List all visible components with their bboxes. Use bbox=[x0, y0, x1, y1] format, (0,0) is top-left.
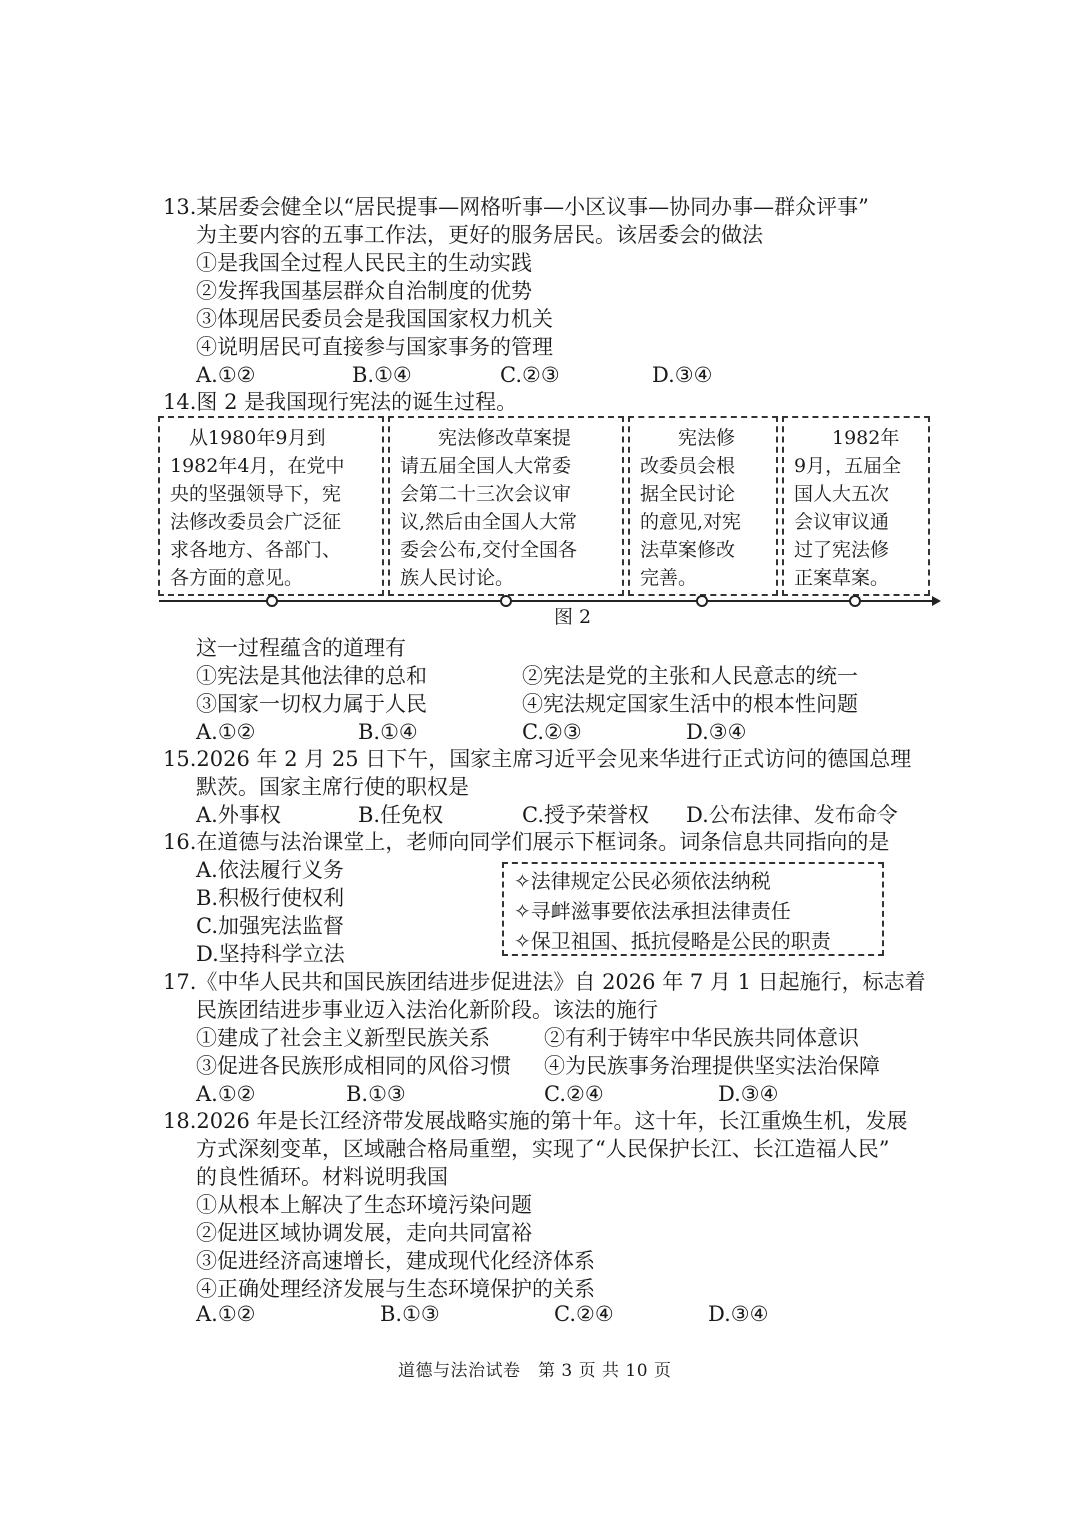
q18-stem-line-3: 的良性循环。材料说明我国 bbox=[196, 1165, 448, 1189]
timeline-box-3 bbox=[628, 416, 778, 596]
q18-stem-line-1: 18.2026 年是长江经济带发展战略实施的第十年。这十年，长江重焕生机，发展 bbox=[163, 1109, 908, 1133]
entry-2: ✧寻衅滋事要依法承担法律责任 bbox=[514, 899, 791, 923]
box-1-line: 从1980年9月到 bbox=[170, 427, 326, 449]
q16-stem: 16.在道德与法治课堂上，老师向同学们展示下框词条。词条信息共同指向的是 bbox=[163, 830, 890, 854]
q13-option-d: D.③④ bbox=[652, 363, 713, 387]
box-2-line: 委会公布,交付全国各 bbox=[400, 539, 578, 561]
q17-stem-line-1: 17.《中华人民共和国民族团结进步促进法》自 2026 年 7 月 1 日起施行，标志着 bbox=[163, 970, 926, 994]
figure-caption: 图 2 bbox=[554, 606, 592, 628]
q18-option-a: A.①② bbox=[196, 1302, 256, 1326]
q14-statement-1: ①宪法是其他法律的总和 bbox=[196, 664, 427, 688]
q15-option-c: C.授予荣誉权 bbox=[522, 803, 649, 827]
box-4-line: 正案草案。 bbox=[794, 567, 890, 589]
box-3-line: 法草案修改 bbox=[640, 539, 736, 561]
q16-option-b: B.积极行使权利 bbox=[196, 886, 345, 910]
box-2-line: 议,然后由全国人大常 bbox=[400, 511, 578, 533]
q17-statement-1: ①建成了社会主义新型民族关系 bbox=[196, 1026, 490, 1050]
box-2-line: 宪法修改草案提 bbox=[400, 427, 572, 449]
box-2-line: 会第二十三次会议审 bbox=[400, 483, 572, 505]
q13-statement-1: ①是我国全过程人民民主的生动实践 bbox=[196, 251, 532, 275]
timeline-arrow bbox=[157, 590, 942, 612]
q18-option-d: D.③④ bbox=[708, 1302, 769, 1326]
q14-option-d: D.③④ bbox=[686, 720, 747, 744]
timeline-arrowhead bbox=[932, 596, 941, 606]
q18-option-c: C.②④ bbox=[554, 1302, 614, 1326]
box-3-line: 宪法修 bbox=[640, 427, 736, 449]
q15-option-d: D.公布法律、发布命令 bbox=[686, 803, 898, 827]
box-4-line: 国人大五次 bbox=[794, 483, 890, 505]
q15-option-b: B.任免权 bbox=[358, 803, 444, 827]
box-1-line: 求各地方、各部门、 bbox=[170, 539, 342, 561]
box-1-line: 央的坚强领导下，宪 bbox=[170, 483, 342, 505]
q17-statement-4: ④为民族事务治理提供坚实法治保障 bbox=[544, 1054, 880, 1078]
q13-statement-3: ③体现居民委员会是我国国家权力机关 bbox=[196, 307, 553, 331]
q13-statement-2: ②发挥我国基层群众自治制度的优势 bbox=[196, 279, 532, 303]
box-4-line: 会议审议通 bbox=[794, 511, 890, 533]
timeline-node-1 bbox=[267, 596, 277, 606]
q18-statement-1: ①从根本上解决了生态环境污染问题 bbox=[196, 1193, 532, 1217]
timeline-box-4 bbox=[782, 416, 930, 596]
q14-statement-4: ④宪法规定国家生活中的根本性问题 bbox=[522, 692, 858, 716]
q14-option-a: A.①② bbox=[196, 720, 256, 744]
q18-stem-line-2: 方式深刻变革，区域融合格局重塑，实现了“人民保护长江、长江造福人民” bbox=[196, 1137, 890, 1161]
box-2-line: 族人民讨论。 bbox=[400, 567, 515, 589]
q16-option-d: D.坚持科学立法 bbox=[196, 942, 345, 966]
q16-option-c: C.加强宪法监督 bbox=[196, 914, 344, 938]
box-4-line: 过了宪法修 bbox=[794, 539, 890, 561]
q13-stem-line-2: 为主要内容的五事工作法，更好的服务居民。该居委会的做法 bbox=[196, 223, 763, 247]
q14-lead: 这一过程蕴含的道理有 bbox=[196, 636, 406, 660]
q14-stem: 14.图 2 是我国现行宪法的诞生过程。 bbox=[163, 390, 518, 414]
q15-option-a: A.外事权 bbox=[196, 803, 281, 827]
q13-option-c: C.②③ bbox=[500, 363, 560, 387]
q18-option-b: B.①③ bbox=[380, 1302, 440, 1326]
q15-stem-line-1: 15.2026 年 2 月 25 日下午，国家主席习近平会见来华进行正式访问的德国总理 bbox=[163, 747, 912, 771]
q15-stem-line-2: 默茨。国家主席行使的职权是 bbox=[196, 775, 469, 799]
q17-option-a: A.①② bbox=[196, 1082, 256, 1106]
timeline-node-4 bbox=[850, 596, 860, 606]
timeline-node-3 bbox=[697, 596, 707, 606]
q13-statement-4: ④说明居民可直接参与国家事务的管理 bbox=[196, 335, 553, 359]
page-footer: 道德与法治试卷 第 3 页 共 10 页 bbox=[398, 1361, 672, 1381]
q13-stem-line-1: 13.某居委会健全以“居民提事—网格听事—小区议事—协同办事—群众评事” bbox=[163, 195, 869, 219]
timeline-box-1 bbox=[158, 416, 384, 596]
entry-1: ✧法律规定公民必须依法纳税 bbox=[514, 869, 771, 893]
q13-option-a: A.①② bbox=[196, 363, 256, 387]
box-1-line: 1982年4月，在党中 bbox=[170, 455, 345, 477]
box-3-line: 完善。 bbox=[640, 567, 698, 589]
q18-statement-2: ②促进区域协调发展，走向共同富裕 bbox=[196, 1221, 532, 1245]
box-2-line: 请五届全国人大常委 bbox=[400, 455, 572, 477]
q14-option-c: C.②③ bbox=[522, 720, 582, 744]
q17-statement-2: ②有利于铸牢中华民族共同体意识 bbox=[544, 1026, 859, 1050]
box-3-line: 改委员会根 bbox=[640, 455, 736, 477]
entries-box bbox=[502, 862, 884, 956]
entry-3: ✧保卫祖国、抵抗侵略是公民的职责 bbox=[514, 929, 831, 953]
box-1-line: 各方面的意见。 bbox=[170, 567, 304, 589]
box-4-line: 1982年 bbox=[794, 427, 900, 449]
q14-option-b: B.①④ bbox=[358, 720, 418, 744]
q17-option-b: B.①③ bbox=[346, 1082, 406, 1106]
q14-statement-2: ②宪法是党的主张和人民意志的统一 bbox=[522, 664, 858, 688]
box-3-line: 据全民讨论 bbox=[640, 483, 736, 505]
q18-statement-4: ④正确处理经济发展与生态环境保护的关系 bbox=[196, 1277, 595, 1301]
q17-option-d: D.③④ bbox=[718, 1082, 779, 1106]
q18-statement-3: ③促进经济高速增长，建成现代化经济体系 bbox=[196, 1249, 595, 1273]
q17-statement-3: ③促进各民族形成相同的风俗习惯 bbox=[196, 1054, 511, 1078]
box-1-line: 法修改委员会广泛征 bbox=[170, 511, 342, 533]
timeline-box-2 bbox=[388, 416, 624, 596]
box-3-line: 的意见,对宪 bbox=[640, 511, 742, 533]
q16-option-a: A.依法履行义务 bbox=[196, 858, 344, 882]
q14-statement-3: ③国家一切权力属于人民 bbox=[196, 692, 427, 716]
timeline-node-2 bbox=[501, 596, 511, 606]
q17-stem-line-2: 民族团结进步事业迈入法治化新阶段。该法的施行 bbox=[196, 998, 658, 1022]
q17-option-c: C.②④ bbox=[544, 1082, 604, 1106]
q13-option-b: B.①④ bbox=[352, 363, 412, 387]
box-4-line: 9月，五届全 bbox=[794, 455, 902, 477]
